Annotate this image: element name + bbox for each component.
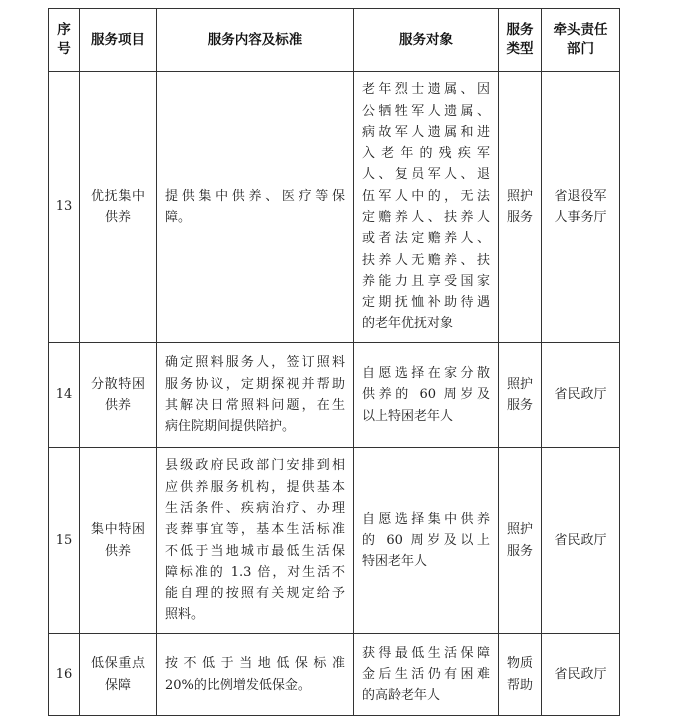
cell-item: 分散特困供养	[80, 343, 157, 448]
cell-item: 低保重点保障	[80, 634, 157, 716]
content-line: 丧葬事宜等，基本生活标准	[165, 522, 345, 538]
target-line: 或者法定赡养人、	[362, 231, 490, 247]
content-line: 按不低于当地低保标准	[165, 656, 345, 672]
cell-type: 物质帮助	[499, 634, 542, 716]
header-no: 序号	[49, 9, 80, 72]
target-line: 自愿选择在家分散	[362, 366, 490, 382]
content-line: 病住院期间提供陪护。	[165, 419, 296, 435]
content-line: 20%的比例增发低保金。	[165, 677, 311, 693]
content-line: 能自理的按照有关规定给予	[165, 586, 345, 602]
target-line: 病故军人遗属和进	[362, 124, 490, 140]
target-line: 的老年优抚对象	[362, 316, 454, 332]
cell-dept: 省民政厅	[542, 343, 620, 448]
cell-target	[354, 72, 499, 343]
cell-type: 照护服务	[499, 343, 542, 448]
content-line: 生活条件、疾病治疗、办理	[165, 500, 345, 516]
target-line: 老年烈士遗属、因	[362, 82, 490, 98]
target-line: 自愿选择集中供养	[362, 511, 490, 527]
content-line: 障。	[165, 210, 192, 225]
target-line: 的 60 周岁及以上	[362, 532, 490, 548]
target-line: 供养的 60 周岁及	[362, 387, 490, 403]
cell-dept: 省民政厅	[542, 634, 620, 716]
cell-content	[157, 448, 354, 634]
cell-target	[354, 343, 499, 448]
cell-content	[157, 634, 354, 716]
service-table	[48, 8, 620, 716]
table-row	[49, 72, 620, 343]
content-line: 确定照料服务人，签订照料	[165, 355, 345, 371]
target-line: 伍军人中的，无法	[362, 188, 490, 204]
target-line: 公牺牲军人遗属、	[362, 103, 490, 119]
target-line: 金后生活仍有困难	[362, 666, 490, 682]
header-item: 服务项目	[80, 9, 157, 72]
header-type: 服务类型	[499, 9, 542, 72]
target-line: 特困老年人	[362, 554, 428, 570]
content-line: 县级政府民政部门安排到相	[165, 458, 345, 474]
content-line: 不低于当地城市最低生活保	[165, 543, 345, 559]
header-content: 服务内容及标准	[157, 9, 354, 72]
cell-no: 15	[49, 448, 80, 634]
table-row	[49, 634, 620, 716]
content-line: 应供养服务机构，提供基本	[165, 479, 345, 495]
target-line: 以上特困老年人	[362, 408, 454, 424]
cell-no: 16	[49, 634, 80, 716]
target-line: 养能力且享受国家	[362, 273, 490, 289]
content-line: 障标准的 1.3 倍，对生活不	[165, 564, 345, 580]
content-line: 其解决日常照料问题，在生	[165, 398, 345, 413]
cell-content	[157, 343, 354, 448]
cell-type: 照护服务	[499, 448, 542, 634]
target-line: 定期抚恤补助待遇	[362, 295, 490, 311]
cell-target	[354, 634, 499, 716]
target-line: 获得最低生活保障	[362, 645, 490, 661]
table-row	[49, 448, 620, 634]
header-target: 服务对象	[354, 9, 499, 72]
cell-item: 优抚集中供养	[80, 72, 157, 343]
target-line: 入老年的残疾军	[362, 146, 490, 162]
content-line: 服务协议，定期探视并帮助	[165, 376, 345, 392]
cell-no: 14	[49, 343, 80, 448]
cell-content	[157, 72, 354, 343]
cell-no: 13	[49, 72, 80, 343]
cell-dept: 省退役军人事务厅	[542, 72, 620, 343]
target-line: 扶养人无赡养、扶	[362, 252, 490, 268]
cell-type: 照护服务	[499, 72, 542, 343]
target-line: 人、复员军人、退	[362, 167, 490, 183]
header-dept: 牵头责任部门	[542, 9, 620, 72]
table-header-row	[49, 9, 620, 72]
content-line: 提供集中供养、医疗等保	[165, 188, 345, 204]
table-row	[49, 343, 620, 448]
content-line: 照料。	[165, 607, 205, 623]
cell-target	[354, 448, 499, 634]
cell-dept: 省民政厅	[542, 448, 620, 634]
target-line: 定赡养人、扶养人	[362, 210, 490, 225]
target-line: 的高龄老年人	[362, 688, 441, 704]
cell-item: 集中特困供养	[80, 448, 157, 634]
